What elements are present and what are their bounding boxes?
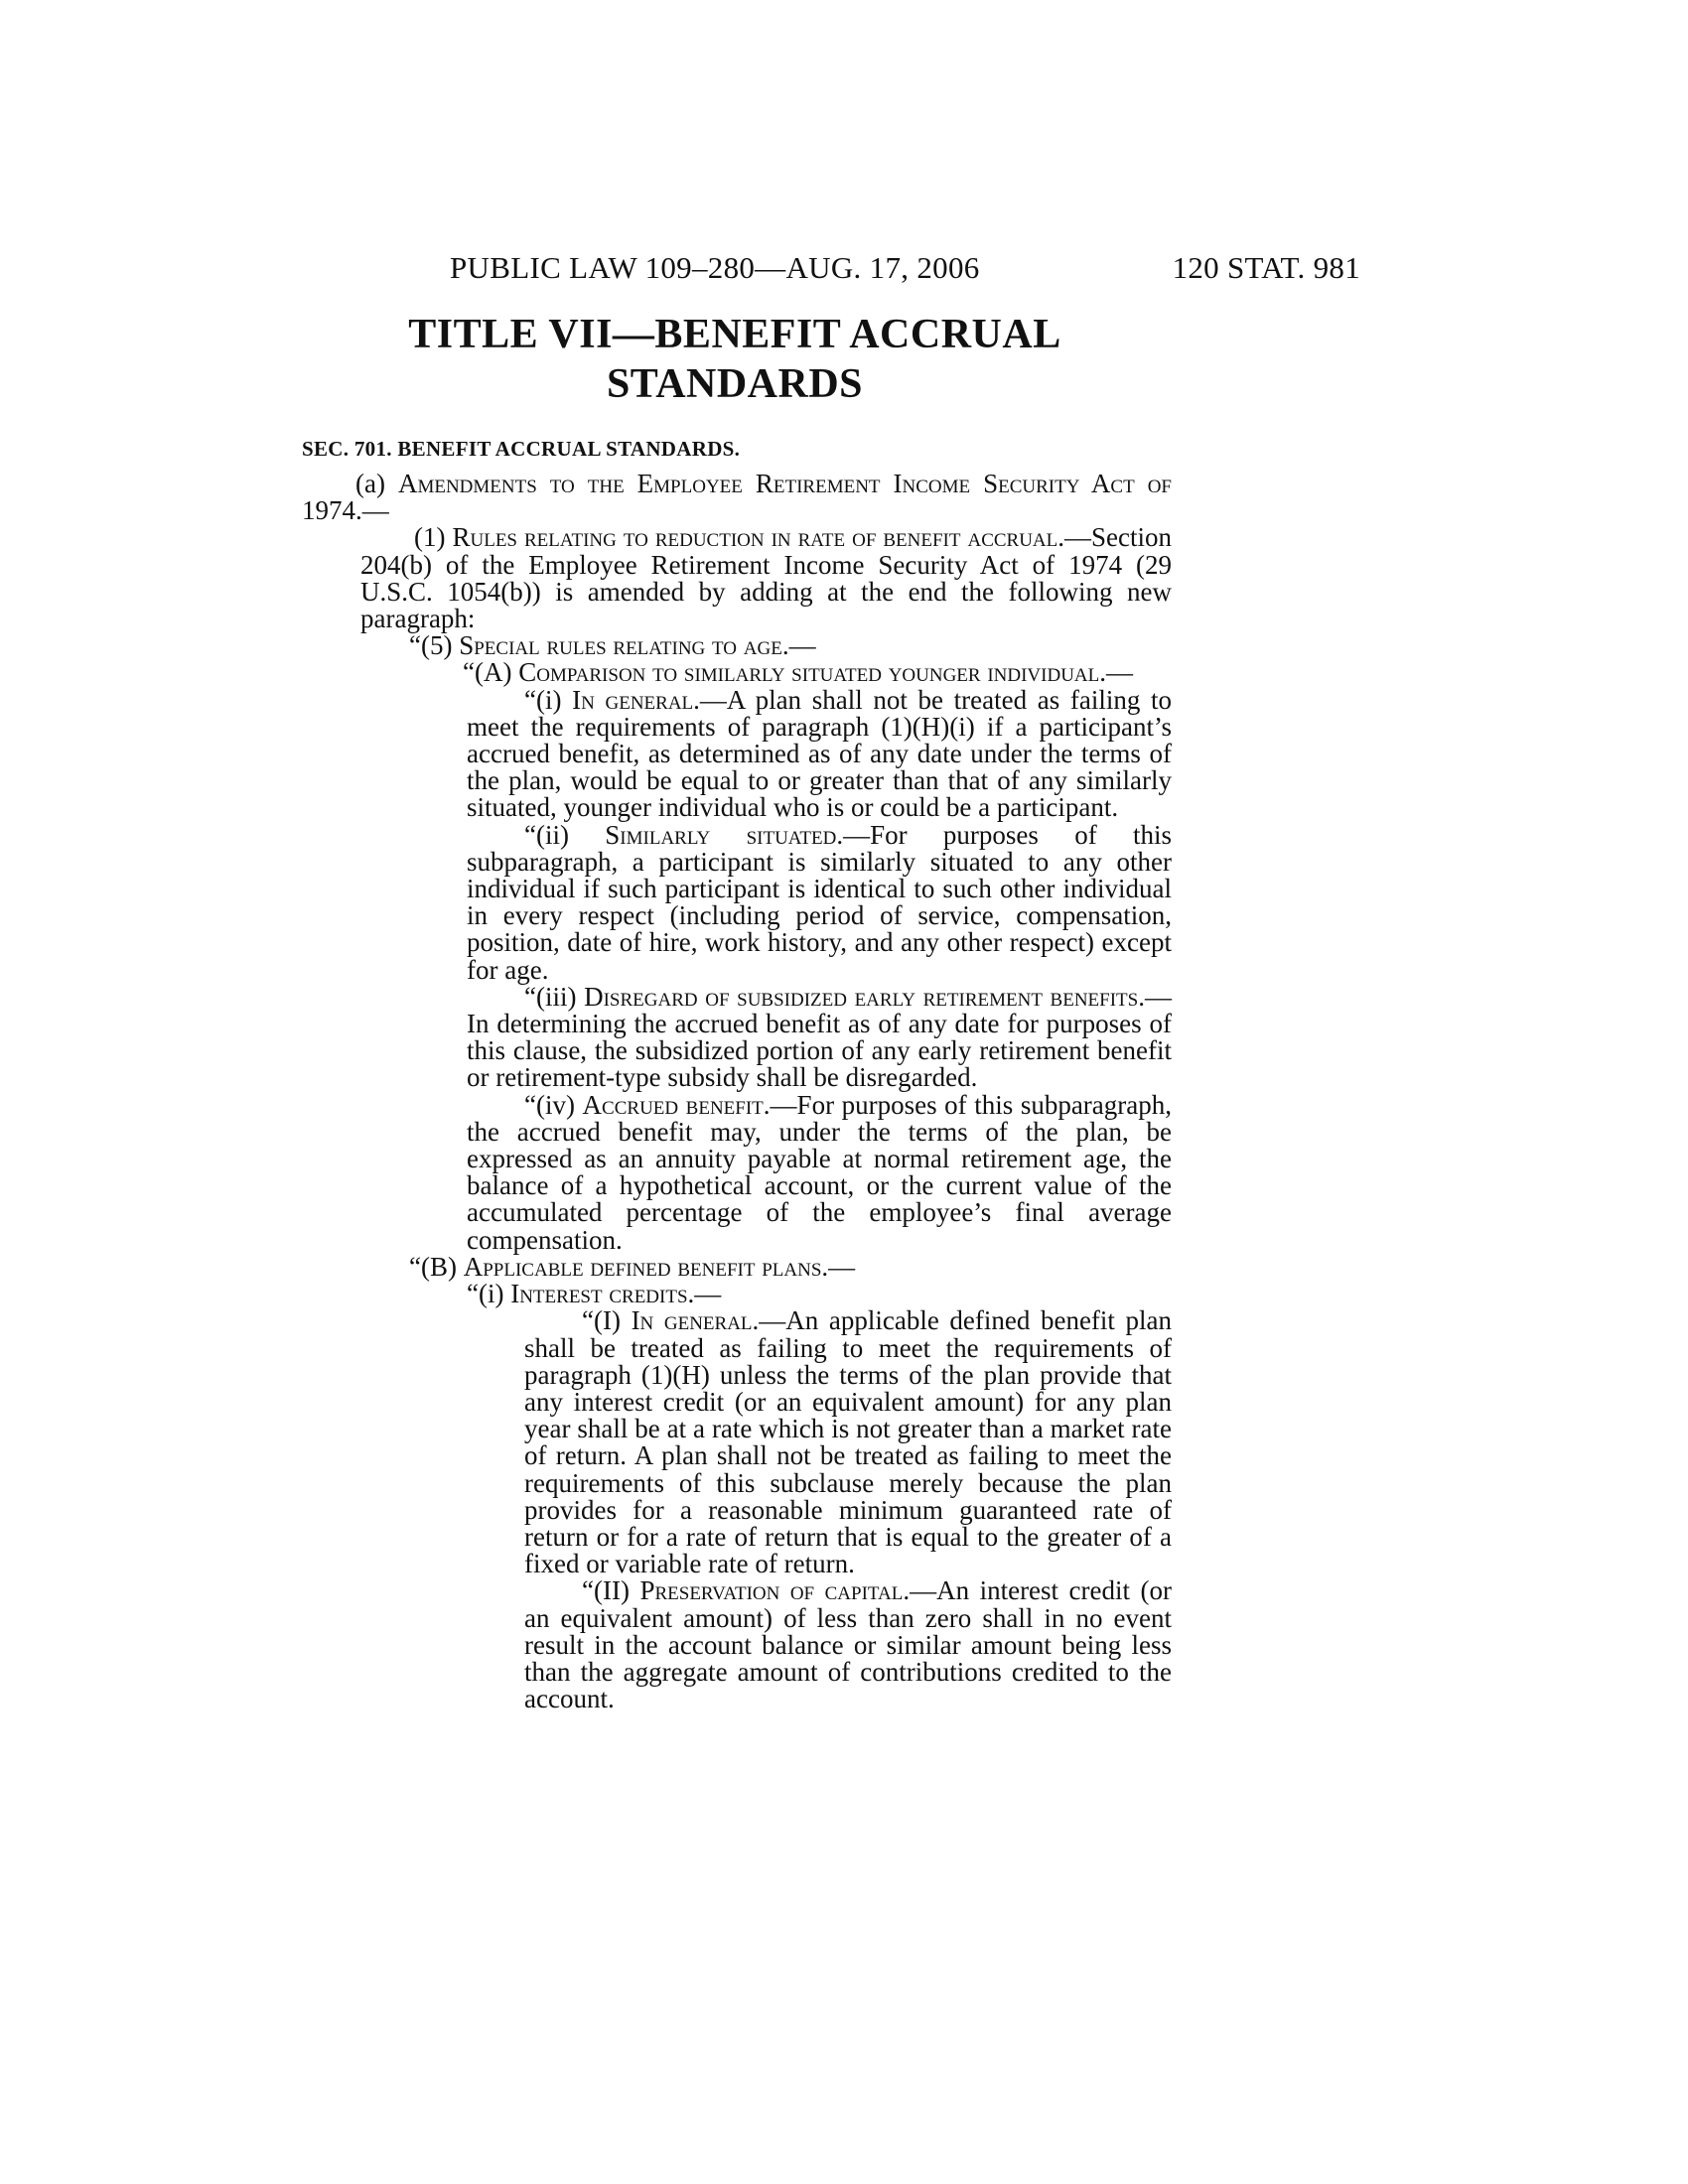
subclause-B-i-II-text: —An interest credit (or an equivalent amount) of less than zero shall in no event result in the account balance or similar amount being less than the aggregate amount of contributions credited to the account.	[524, 1575, 1172, 1714]
clause-A-iii-lead: “(iii)	[524, 981, 585, 1012]
subsection-a	[302, 471, 1172, 524]
subparagraph-B-heading: Applicable defined benefit plans.	[463, 1251, 829, 1282]
paragraph-1-text: —Section 204(b) of the Employee Retirement Income Security Act of 1974 (29 U.S.C. 1054(b)) is amended by adding at the end the following new paragraph:	[360, 522, 1173, 634]
clause-A-i-heading: In general.	[572, 684, 700, 715]
section-body	[0, 471, 1688, 1712]
clause-A-ii-lead: “(ii)	[524, 819, 606, 850]
clause-A-iv	[467, 1089, 1173, 1255]
clause-B-i	[467, 1281, 1172, 1307]
subsection-a-text: —	[361, 495, 389, 526]
subparagraph-A-lead: “(A)	[463, 657, 519, 688]
clause-A-ii-heading: Similarly situated.	[605, 819, 844, 850]
subparagraph-A-text: —	[1106, 657, 1133, 688]
subparagraph-A	[409, 659, 1172, 686]
subclause-B-i-I-text: —An applicable defined benefit plan shall be treated as failing to meet the requirements of paragraph (1)(H) unless the terms of the plan provide that any interest credit (or an equivalent amount) for any plan year shall be at a rate which is not greater than a market rate of return. A plan shall not be treated as failing to meet the requirements of this subclause merely because the plan provides for a reasonable minimum guaranteed rate of return or for a rate of return that is equal to the greater of a fixed or variable rate of return.	[524, 1305, 1172, 1579]
clause-A-iii-text: —In determining the accrued benefit as of any date for purposes of this clause, the subsidized portion of any early retirement benefit or retirement-type subsidy shall be disregarded.	[467, 981, 1172, 1093]
subclause-B-i-I	[524, 1307, 1172, 1577]
clause-A-ii	[467, 819, 1172, 985]
subclause-B-i-II	[524, 1577, 1172, 1712]
clause-A-ii-text: —For purposes of this subparagraph, a participant is similarly situated to any other individual if such participant is identical to such other individual in every respect (including period of service, compensation, position, date of hire, work history, and any other respect) except for age.	[467, 819, 1172, 985]
public-law-citation: PUBLIC LAW 109–280—AUG. 17, 2006	[450, 250, 980, 285]
clause-A-i	[467, 684, 1172, 823]
section-heading: SEC. 701. BENEFIT ACCRUAL STANDARDS.	[302, 437, 741, 461]
statute-page-number: 120 STAT. 981	[1172, 250, 1360, 285]
clause-B-i-text: —	[694, 1279, 722, 1309]
subclause-B-i-II-heading: Preservation of capital.	[639, 1575, 911, 1606]
subclause-B-i-I-lead: “(I)	[582, 1305, 632, 1336]
subclause-B-i-II-lead: “(II)	[582, 1575, 640, 1606]
subsection-a-lead: (a)	[355, 469, 398, 498]
clause-A-iii-heading: Disregard of subsidized early retirement benefits.	[584, 981, 1145, 1012]
paragraph-1-heading: Rules relating to reduction in rate of benefit accrual.	[452, 522, 1065, 553]
clause-B-i-lead: “(i)	[467, 1279, 511, 1309]
title-line-2: STANDARDS	[606, 361, 864, 407]
clause-A-i-lead: “(i)	[524, 684, 573, 715]
clause-A-i-text: —A plan shall not be treated as failing to meet the requirements of paragraph (1)(H)(i) if a participant’s accrued benefit, as determined as of any date under the terms of the plan, would be equal to or greater than that of any similarly situated, younger individual who is or could be a participant.	[467, 684, 1172, 823]
subparagraph-B-text: —	[828, 1251, 856, 1282]
subsection-a-heading: Amendments to the Employee Retirement Income Security Act of 1974.	[302, 469, 1172, 526]
paragraph-5-text: —	[788, 630, 816, 661]
subparagraph-B-lead: “(B)	[409, 1251, 464, 1282]
running-header	[450, 250, 1360, 290]
clause-A-iv-text: —For purposes of this subparagraph, the accrued benefit may, under the terms of the plan, be expressed as an annuity payable at normal retirement age, the balance of a hypothetical account, or the current value of the accumulated percentage of the employee’s final average compensation.	[467, 1089, 1173, 1255]
subparagraph-A-heading: Comparison to similarly situated younger individual.	[518, 657, 1106, 688]
clause-B-i-heading: Interest credits.	[510, 1279, 695, 1309]
paragraph-5	[409, 632, 1172, 659]
clause-A-iv-heading: Accrued benefit.	[582, 1089, 771, 1120]
clause-A-iii	[467, 981, 1172, 1093]
clause-A-iv-lead: “(iv)	[524, 1089, 583, 1120]
paragraph-1	[360, 524, 1172, 632]
paragraph-5-lead: “(5)	[409, 630, 460, 661]
title-heading	[377, 310, 1092, 409]
subparagraph-B	[409, 1251, 1172, 1282]
title-line-1: TITLE VII—BENEFIT ACCRUAL	[408, 312, 1061, 357]
subclause-B-i-I-heading: In general.	[631, 1305, 760, 1336]
paragraph-5-heading: Special rules relating to age.	[459, 630, 789, 661]
paragraph-1-lead: (1)	[414, 522, 453, 553]
